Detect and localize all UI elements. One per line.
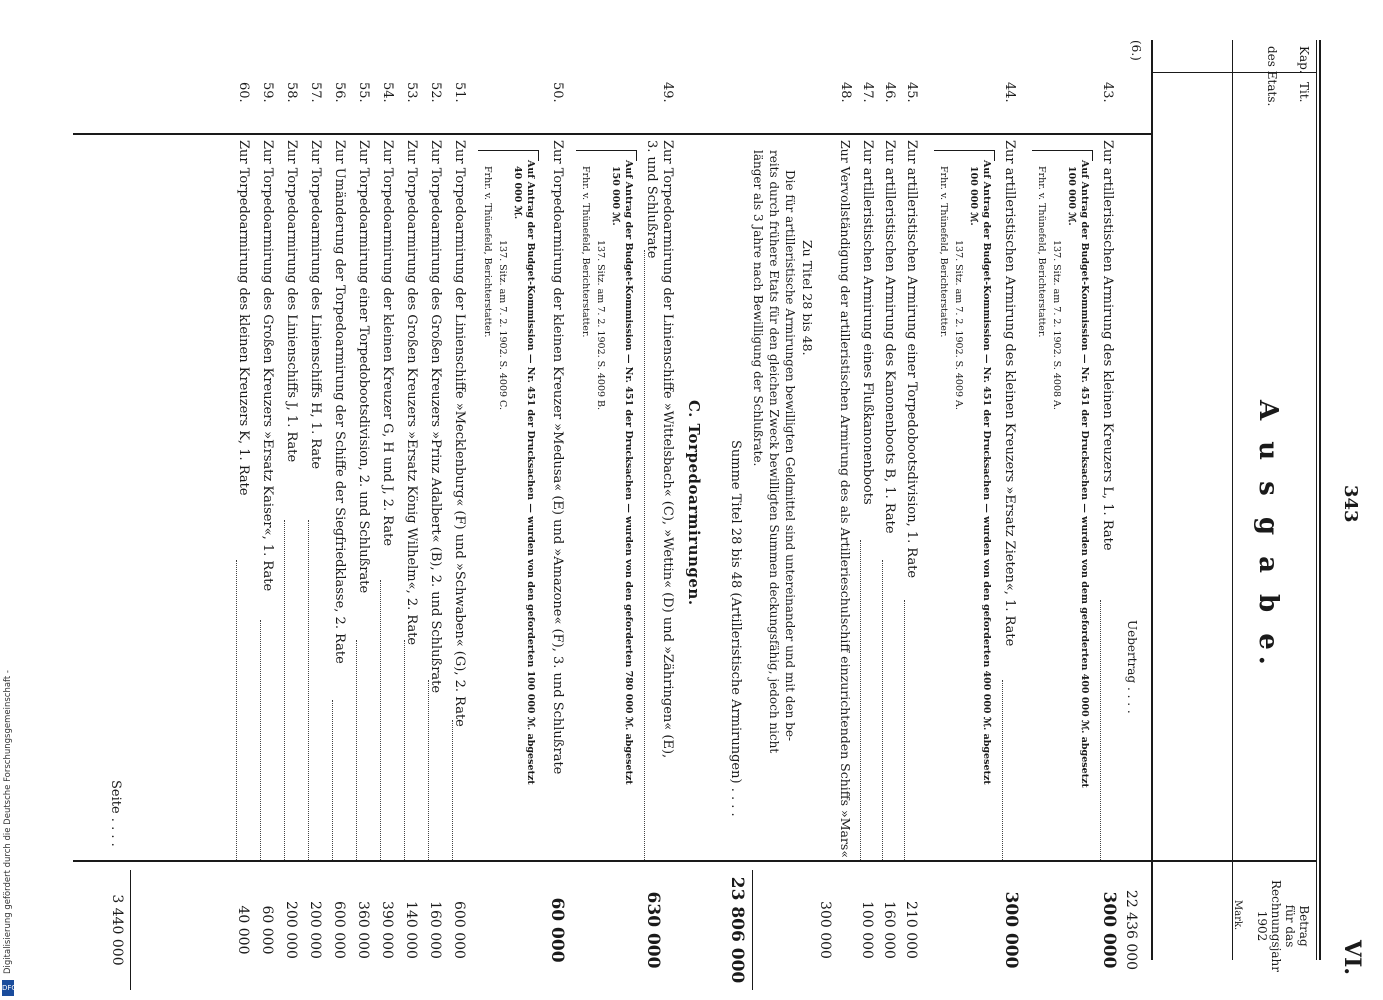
entry-49-amount: 630 000 (643, 891, 663, 969)
entry-54-amount: 390 000 (379, 901, 395, 959)
col-tit: Tit. (1297, 82, 1311, 103)
tit-58: 58. (284, 82, 299, 103)
note-44-line1: Auf Antrag der Budget-Kommission — Nr. 451 der Drucksachen — wurden von den geforderten 400 000 ℳ. abgesetzt (981, 160, 992, 785)
entry-52-text: Zur Torpedoarmirung des Großen Kreuzers »Prinz Adalbert« (B), 2. und Schlußrate (428, 140, 443, 694)
col-kap: Kap. (1297, 46, 1311, 74)
note-50-line1: Auf Antrag der Budget-Kommission — Nr. 451 der Drucksachen — wurden von den geforderten 100 000 ℳ. abgesetzt (525, 160, 536, 785)
tit-43: 43. (1100, 82, 1115, 103)
note-44-line3: 137. Sitz. am 7. 2. 1902. S. 4009 A. (953, 240, 964, 410)
col-amount-header: Betrag für das Rechnungsjahr 1902 (1255, 880, 1311, 972)
tit-57: 57. (308, 82, 323, 103)
entry-51-amount: 600 000 (451, 901, 467, 959)
page-heading: A u s g a b e. (1253, 400, 1283, 671)
dfg-logo: DFG (2, 980, 14, 996)
carry-over-amount: 22 436 000 (1123, 889, 1139, 971)
entry-45-amount: 210 000 (903, 901, 919, 959)
carry-over-label: Uebertrag . . . . (1125, 620, 1139, 714)
page-total-amount: 3 440 000 (109, 894, 125, 966)
tit-50: 50. (550, 82, 565, 103)
note-43-line4: Frhr. v. Thünefeld, Berichterstatter. (1036, 166, 1047, 338)
entry-43-text: Zur artilleristischen Armirung des kleinen Kreuzers L, 1. Rate (1100, 140, 1115, 551)
note-49-line4: Frhr. v. Thünefeld, Berichterstatter. (580, 166, 591, 338)
col-currency: Mark. (1232, 900, 1243, 931)
note-49-line2: 150 000 ℳ. (610, 166, 621, 226)
entry-58-text: Zur Torpedoarmirung des Linienschiffs J, 1. Rate (284, 140, 299, 463)
scan-credit-text: Digitalisierung gefördert durch die Deutsche Forschungsgemeinschaft - (3, 670, 13, 974)
entry-43-amount: 300 000 (1099, 891, 1119, 969)
tit-46: 46. (882, 82, 897, 103)
note-43-line1: Auf Antrag der Budget-Kommission — Nr. 451 der Drucksachen — wurden von dem geforderten 400 000 ℳ. abgesetzt (1079, 160, 1090, 788)
tit-48: 48. (838, 82, 853, 103)
entry-60-text: Zur Torpedoarmirung des kleinen Kreuzers K, 1. Rate (236, 140, 251, 496)
tit-51: 51. (452, 82, 467, 103)
entry-59-amount: 60 000 (259, 905, 275, 955)
entry-49-text: Zur Torpedoarmirung der Linienschiffe »Wittelsbach« (C), »Wettin« (D) und »Zähringen« (E), (660, 140, 675, 759)
remark-title: Zu Titel 28 bis 48. (800, 240, 815, 356)
remark-line1: Die für artilleristische Armirungen bewilligten Geldmittel sind untereinander und mit den be- (783, 170, 797, 742)
entry-47-amount: 100 000 (859, 901, 875, 959)
chapter-roman: VI. (1339, 940, 1365, 976)
note-50-line2: 40 000 ℳ. (512, 166, 523, 220)
page-total-label: Seite . . . . (108, 780, 123, 847)
entry-46-text: Zur artilleristischen Armirung des Kanonenboots B, 1. Rate (882, 140, 897, 534)
entry-44-amount: 300 000 (1001, 891, 1021, 969)
kap-number: (6.) (1129, 40, 1143, 61)
tit-60: 60. (236, 82, 251, 103)
tit-55: 55. (356, 82, 371, 103)
tit-45: 45. (904, 82, 919, 103)
note-44-line2: 100 000 ℳ. (968, 166, 979, 226)
section-heading: C. Torpedoarmirungen. (685, 400, 703, 606)
remark-line3: länger als 3 Jahre nach Bewilligung der Schlußrate. (751, 150, 765, 467)
tit-52: 52. (428, 82, 443, 103)
note-44-line4: Frhr. v. Thünefeld, Berichterstatter. (938, 166, 949, 338)
entry-46-amount: 160 000 (881, 901, 897, 959)
tit-54: 54. (380, 82, 395, 103)
entry-45-text: Zur artilleristischen Armirung einer Torpedobootsdivision, 1. Rate (904, 140, 919, 579)
entry-47-text: Zur artilleristischen Armirung eines Flußkanonenboots (860, 140, 875, 505)
subtotal-amount: 23 806 000 (727, 876, 747, 984)
tit-53: 53. (404, 82, 419, 103)
tit-47: 47. (860, 82, 875, 103)
entry-55-amount: 360 000 (355, 901, 371, 959)
entry-57-text: Zur Torpedoarmirung des Linienschiffs H, 1. Rate (308, 140, 323, 470)
entry-50-text: Zur Torpedoarmirung der kleinen Kreuzer »Medusa« (E) und »Amazone« (F), 3. und Schlußrate (550, 140, 565, 775)
subtotal-label: Summe Titel 28 bis 48 (Artilleristische Armirungen) . . . . (728, 440, 743, 817)
entry-57-amount: 200 000 (307, 901, 323, 959)
entry-53-text: Zur Torpedoarmirung des Großen Kreuzers »Ersatz König Wilhelm«, 2. Rate (404, 140, 419, 646)
page-number: 343 (1340, 485, 1361, 523)
entry-53-amount: 140 000 (403, 901, 419, 959)
entry-60-amount: 40 000 (235, 905, 251, 955)
note-43-line3: 137. Sitz. am 7. 2. 1902. S. 4008 A. (1051, 240, 1062, 410)
tit-59: 59. (260, 82, 275, 103)
entry-59-text: Zur Torpedoarmirung des Großen Kreuzers »Ersatz Kaiser«, 1. Rate (260, 140, 275, 592)
col-des-etats: des Etats. (1265, 46, 1279, 107)
entry-51-text: Zur Torpedoarmirung der Linienschiffe »Mecklenburg« (F) und »Schwaben« (G), 2. Rate (452, 140, 467, 727)
note-49-line1: Auf Antrag der Budget-Kommission — Nr. 451 der Drucksachen — wurden von den geforderten 780 000 ℳ. abgesetzt (623, 160, 634, 785)
tit-49: 49. (660, 82, 675, 103)
note-43-line2: 100 000 ℳ. (1066, 166, 1077, 226)
entry-54-text: Zur Torpedoarmirung der kleinen Kreuzer G, H und J, 2. Rate (380, 140, 395, 547)
scan-credit (2, 296, 16, 996)
entry-52-amount: 160 000 (427, 901, 443, 959)
tit-56: 56. (332, 82, 347, 103)
entry-55-text: Zur Torpedoarmirung einer Torpedobootsdivision, 2. und Schlußrate (356, 140, 371, 594)
entry-58-amount: 200 000 (283, 901, 299, 959)
tit-44: 44. (1002, 82, 1017, 103)
note-50-line4: Frhr. v. Thünefeld, Berichterstatter. (482, 166, 493, 338)
entry-44-text: Zur artilleristischen Armirung des kleinen Kreuzers »Ersatz Zieten«, 1. Rate (1002, 140, 1017, 647)
note-50-line3: 137. Sitz. am 7. 2. 1902. S. 4009 C. (497, 240, 508, 411)
entry-48-text: Zur Vervollständigung der artilleristischen Armirung des als Artillerieschulschiff einzurichtenden Schiffs »Mars« (838, 140, 853, 858)
note-49-line3: 137. Sitz. am 7. 2. 1902. S. 4009 B. (595, 240, 606, 411)
entry-50-amount: 60 000 (547, 897, 567, 963)
entry-49-text2: 3. und Schlußrate (644, 140, 659, 259)
remark-line2: reits durch frühere Etats für den gleichen Zweck bewilligten Summen deckungsfähig, jedoch nicht (767, 150, 781, 754)
entry-56-amount: 600 000 (331, 901, 347, 959)
entry-56-text: Zur Umänderung der Torpedoarmirung der Schiffe der Siegfriedklasse, 2. Rate (332, 140, 347, 664)
entry-48-amount: 300 000 (817, 901, 833, 959)
